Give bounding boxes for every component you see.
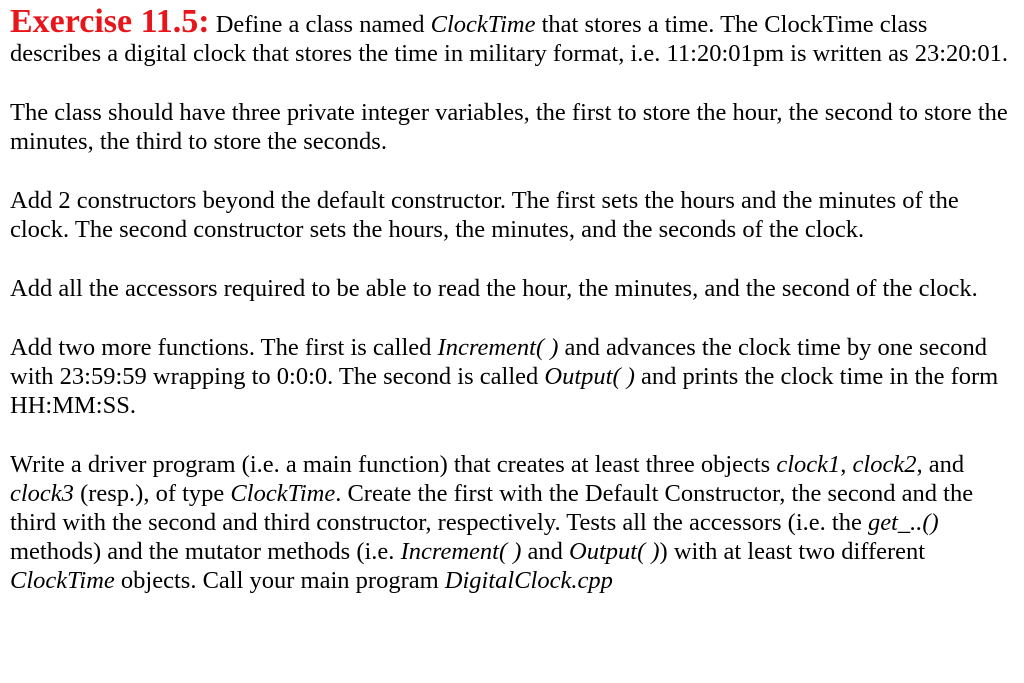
functions-text-3: and prints the clock time in the form HH:MM:SS. xyxy=(10,363,999,419)
program-filename: DigitalClock.cpp xyxy=(444,567,613,594)
exercise-heading: Exercise 11.5: xyxy=(10,3,210,40)
clock3-object: clock3 xyxy=(10,480,74,507)
increment-function: Increment( ) xyxy=(437,334,559,361)
intro-text-2: that stores a time. The ClockTime class describes a digital clock that stores the time in military format, i.e. 11:20:01pm is written as 23:20:01. xyxy=(10,11,1008,67)
driver-text-1: Write a driver program (i.e. a main function) that creates at least three objects xyxy=(10,451,777,478)
clock2-object: clock2 xyxy=(852,451,917,478)
driver-text-8: ) with at least two different xyxy=(659,538,926,565)
output-method: Output( ) xyxy=(569,538,660,565)
functions-text-2: and advances the clock time by one second with 23:59:59 wrapping to 0:0:0. The second is called xyxy=(10,334,987,390)
increment-method: Increment( ) xyxy=(400,538,522,565)
intro-text-1: Define a class named xyxy=(209,11,431,38)
clock1-object: clock1 xyxy=(776,451,841,478)
variables-paragraph: The class should have three private integer variables, the first to store the hour, the second to store the minutes, the third to store the seconds. xyxy=(10,99,1008,155)
class-name-objects: ClockTime xyxy=(10,567,115,594)
driver-text-9: objects. Call your main program xyxy=(114,567,445,594)
driver-text-3: , and xyxy=(916,451,965,478)
driver-text-6: methods) and the mutator methods (i.e. xyxy=(10,538,401,565)
getter-methods: get_..() xyxy=(867,509,939,536)
driver-text-5: . Create the first with the Default Constructor, the second and the third with the second and third constructor, respectively. Tests all the accessors (i.e. the xyxy=(10,480,974,536)
constructors-paragraph: Add 2 constructors beyond the default constructor. The first sets the hours and the minutes of the clock. The second constructor sets the hours, the minutes, and the seconds of the clock. xyxy=(10,187,959,243)
driver-paragraph xyxy=(10,450,1010,595)
driver-text-7: and xyxy=(521,538,570,565)
output-function: Output( ) xyxy=(544,363,635,390)
functions-text-1: Add two more functions. The first is called xyxy=(10,334,438,361)
driver-text-2: , xyxy=(840,451,853,478)
class-name: ClockTime xyxy=(430,11,536,38)
intro-paragraph xyxy=(10,3,1010,68)
driver-text-4: (resp.), of type xyxy=(73,480,231,507)
class-name-type: ClockTime xyxy=(230,480,336,507)
accessors-paragraph: Add all the accessors required to be able to read the hour, the minutes, and the second of the clock. xyxy=(10,275,978,302)
functions-paragraph xyxy=(10,333,1010,420)
